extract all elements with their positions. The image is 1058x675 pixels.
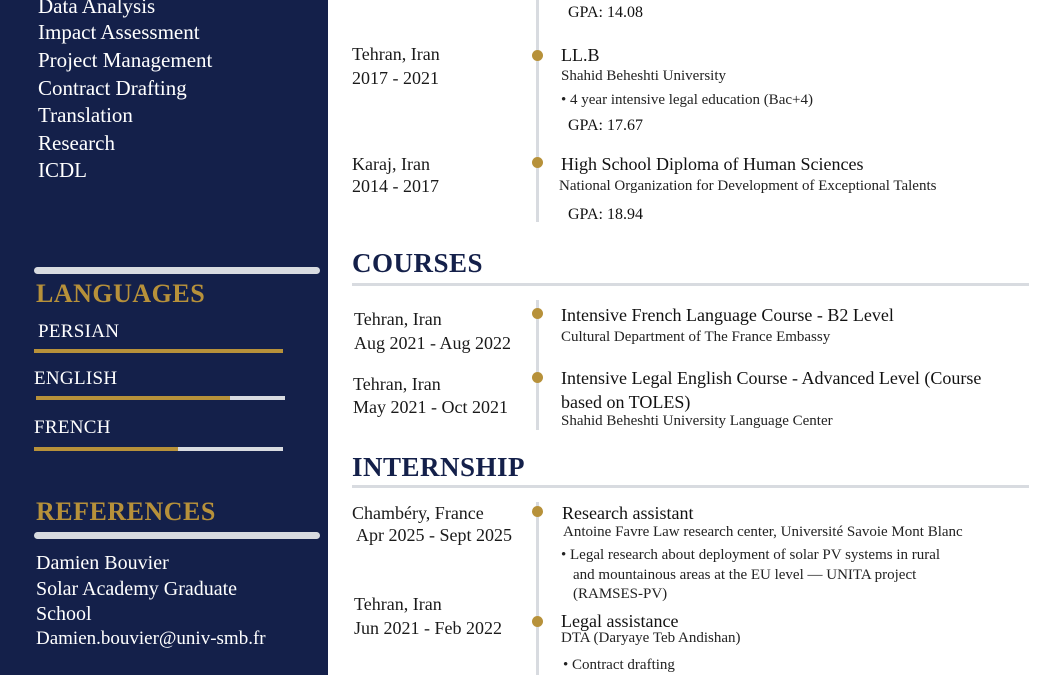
bullet-text: 4 year intensive legal education (Bac+4) (570, 92, 813, 108)
bullet-text: Legal research about deployment of solar PV systems in rural (570, 547, 941, 563)
skill-item: Data Analysis (38, 0, 156, 18)
language-level-fill (34, 447, 178, 451)
internship-heading: INTERNSHIP (352, 452, 526, 482)
skill-item: Impact Assessment (38, 20, 200, 44)
reference-email[interactable]: Damien.bouvier@univ-smb.fr (36, 628, 266, 649)
timeline-dot (532, 616, 543, 627)
skill-item: ICDL (38, 158, 87, 182)
reference-affiliation: Solar Academy Graduate (36, 578, 238, 600)
skill-item: Translation (38, 103, 133, 127)
gpa: GPA: 17.67 (568, 117, 643, 134)
timeline-dot (532, 157, 543, 168)
entry-org: Shahid Beheshti University Language Center (561, 413, 833, 429)
entry-bullet: • Legal research about deployment of solar PV systems in rural (561, 547, 941, 563)
entry-dates: Jun 2021 - Feb 2022 (354, 618, 502, 638)
courses-heading: COURSES (352, 248, 484, 278)
internship-timeline (536, 502, 539, 675)
section-rule (352, 485, 1029, 488)
language-name: PERSIAN (38, 321, 120, 342)
language-level-fill (36, 396, 230, 400)
entry-location: Tehran, Iran (352, 44, 440, 64)
entry-dates: 2017 - 2021 (352, 68, 439, 88)
entry-title: LL.B (561, 45, 600, 65)
entry-location: Karaj, Iran (352, 154, 430, 174)
language-level-bar (34, 447, 283, 451)
entry-title: based on TOLES) (561, 392, 691, 412)
entry-title: Research assistant (562, 503, 694, 523)
education-timeline (536, 0, 539, 222)
entry-title: Intensive French Language Course - B2 Level (561, 305, 894, 325)
sidebar (0, 0, 328, 675)
skill-item: Project Management (38, 48, 213, 72)
entry-location: Tehran, Iran (354, 309, 442, 329)
entry-org: National Organization for Development of Exceptional Talents (559, 178, 937, 194)
entry-title: Legal assistance (561, 611, 679, 631)
bullet-text: Contract drafting (572, 657, 675, 673)
entry-org: DTA (Daryaye Teb Andishan) (561, 630, 741, 646)
entry-dates: Apr 2025 - Sept 2025 (356, 525, 512, 545)
entry-location: Chambéry, France (352, 503, 484, 523)
reference-name: Damien Bouvier (36, 552, 169, 574)
entry-bullet: • 4 year intensive legal education (Bac+4) (561, 92, 813, 108)
gpa: GPA: 14.08 (568, 4, 643, 21)
entry-bullet-cont: (RAMSES-PV) (573, 586, 668, 602)
language-level-bar (36, 396, 285, 400)
entry-title: High School Diploma of Human Sciences (561, 154, 864, 174)
language-level-bar (34, 349, 283, 353)
timeline-dot (532, 50, 543, 61)
timeline-dot (532, 372, 543, 383)
timeline-dot (532, 506, 543, 517)
entry-bullet: • Contract drafting (563, 657, 675, 673)
entry-location: Tehran, Iran (353, 374, 441, 394)
entry-org: Shahid Beheshti University (561, 68, 726, 84)
skill-item: Contract Drafting (38, 76, 187, 100)
languages-heading: LANGUAGES (36, 279, 206, 308)
section-rule (352, 283, 1029, 286)
language-name: FRENCH (34, 417, 111, 438)
courses-timeline (536, 300, 539, 430)
language-name: ENGLISH (34, 368, 118, 389)
sidebar-divider (34, 267, 320, 274)
entry-dates: 2014 - 2017 (352, 176, 439, 196)
sidebar-divider (34, 532, 320, 539)
entry-org: Antoine Favre Law research center, Université Savoie Mont Blanc (563, 524, 963, 540)
language-level-fill (34, 349, 283, 353)
entry-title: Intensive Legal English Course - Advanced Level (Course (561, 368, 982, 388)
references-heading: REFERENCES (36, 497, 216, 526)
reference-affiliation: School (36, 603, 92, 625)
entry-bullet-cont: and mountainous areas at the EU level — UNITA project (573, 567, 917, 583)
entry-dates: Aug 2021 - Aug 2022 (354, 333, 511, 353)
gpa: GPA: 18.94 (568, 206, 643, 223)
entry-org: Cultural Department of The France Embassy (561, 329, 831, 345)
skill-item: Research (38, 131, 115, 155)
entry-location: Tehran, Iran (354, 594, 442, 614)
timeline-dot (532, 308, 543, 319)
entry-dates: May 2021 - Oct 2021 (353, 397, 508, 417)
